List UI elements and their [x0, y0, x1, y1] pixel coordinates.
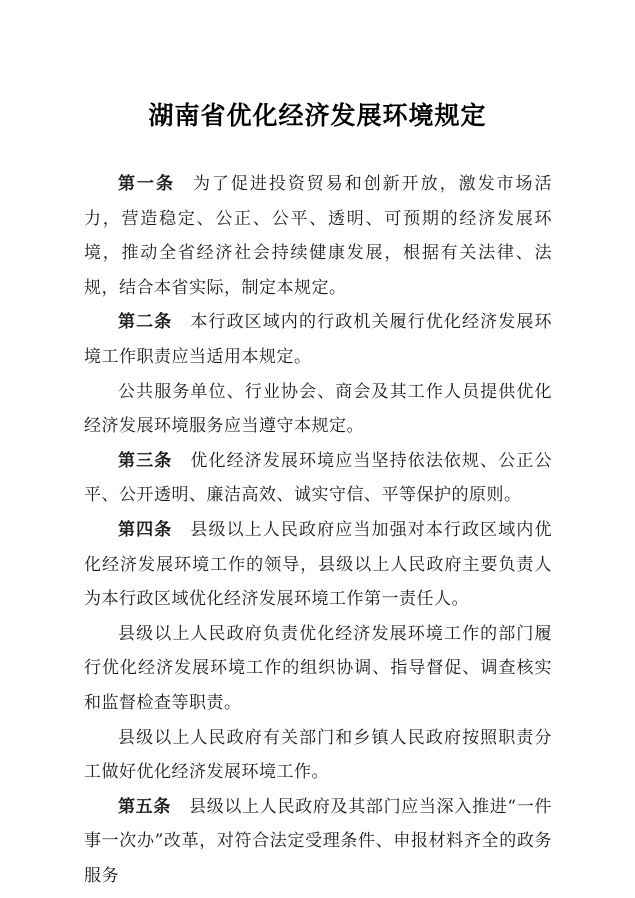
paragraph-article-5: [84, 790, 552, 894]
paragraph-article-2: [84, 305, 552, 374]
paragraph-text: 县级以上人民政府负责优化经济发展环境工作的部门履行优化经济发展环境工作的组织协调、指导督促、调查核实和监督检查等职责。: [84, 623, 552, 713]
paragraph-text: 本行政区域内的行政机关履行优化经济发展环境工作职责应当适用本规定。: [84, 312, 553, 367]
document-title: 湖南省优化经济发展环境规定: [148, 101, 487, 130]
paragraph-text: 县级以上人民政府有关部门和乡镇人民政府按照职责分工做好优化经济发展环境工作。: [84, 727, 552, 783]
article-number: 第四条: [118, 519, 173, 540]
paragraph-article-2-sub: [84, 375, 552, 444]
paragraph-text: 县级以上人民政府及其部门应当深入推进“一件事一次办”改革，对符合法定受理条件、申报材料齐全的政务服务: [84, 796, 552, 886]
paragraph-text: 为了促进投资贸易和创新开放，激发市场活力，营造稳定、公正、公平、透明、可预期的经济发展环境，推动全省经济社会持续健康发展，根据有关法律、法规，结合本省实际，制定本规定。: [84, 174, 553, 298]
paragraph-article-4: [84, 513, 552, 617]
article-number: 第一条: [118, 174, 175, 194]
paragraph-article-4-sub-1: [84, 617, 552, 721]
paragraph-article-4-sub-2: [84, 721, 552, 790]
document-body: [84, 167, 552, 893]
article-number: 第三条: [118, 450, 173, 471]
paragraph-article-1: [84, 167, 552, 305]
article-number: 第二条: [118, 312, 173, 333]
paragraph-text: 公共服务单位、行业协会、商会及其工作人员提供优化经济发展环境服务应当遵守本规定。: [84, 381, 552, 437]
article-number: 第五条: [118, 796, 172, 817]
paragraph-text: 县级以上人民政府应当加强对本行政区域内优化经济发展环境工作的领导，县级以上人民政府主要负责人为本行政区域优化经济发展环境工作第一责任人。: [84, 519, 553, 610]
paragraph-article-3: [84, 444, 552, 513]
paragraph-text: 优化经济发展环境应当坚持依法依规、公正公平、公开透明、廉洁高效、诚实守信、平等保护的原则。: [84, 450, 553, 506]
